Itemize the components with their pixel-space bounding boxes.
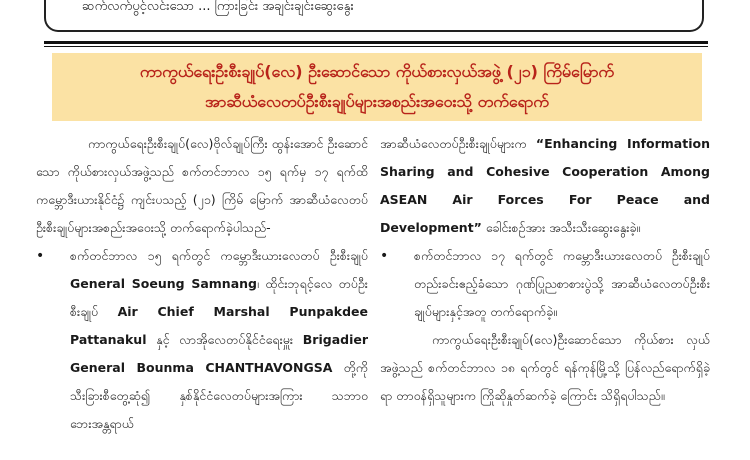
left-column bbox=[36, 130, 368, 438]
bullet-text-mid-1: ၊ ထိုင်းဘုရင့်လေ တပ်ဦးစီးချုပ် bbox=[70, 276, 368, 319]
right-paragraph-2: ကာကွယ်ရေးဦးစီးချုပ်(လေ)ဦးဆောင်သော ကိုယ်စား လှယ်အဖွဲ့သည် စက်တင်ဘာလ ၁၈ ရက်တွင် ရန်ကုန်မြို့သို့ ပြန်လည်ရောက်ရှိခဲ့ရာ တာဝန်ရှိသူများက ကြိုဆိုနှုတ်ဆက်ခဲ့ ကြောင်း သိရှိရပါသည်။ bbox=[380, 332, 710, 403]
divider-thin bbox=[44, 46, 708, 47]
previous-article-box bbox=[44, 0, 704, 32]
intro-paragraph: ကာကွယ်ရေးဦးစီးချုပ်(လေ)ဗိုလ်ချုပ်ကြီး ထွန်းအောင် ဦးဆောင်သော ကိုယ်စားလှယ်အဖွဲ့သည် စက်တင်ဘာလ ၁၅ ရက်မှ ၁၇ ရက်ထိ ကမ္ဘောဒီးယားနိုင်ငံ၌ ကျင်းပသည့် (၂၁) ကြိမ် မြောက် အာဆီယံလေတပ်ဦးစီးချုပ်များအစည်းအဝေးသို့ တက်ရောက်ခဲ့ပါသည်- bbox=[36, 136, 368, 235]
right-p1-topic: “Enhancing Information Sharing and Cohesive Cooperation Among ASEAN Air Forces For Peace and Development” bbox=[380, 136, 710, 235]
bullet-text-mid-2: နှင့် လာအိုလေတပ်နိုင်ငံရေးမှူး bbox=[156, 332, 294, 347]
bullet-text-pre: စက်တင်ဘာလ ၁၅ ရက်တွင် ကမ္ဘောဒီးယားလေတပ် ဦးစီးချုပ် bbox=[70, 248, 368, 263]
bullet-name-2: Air Chief Marshal Punpakdee Pattanakul bbox=[70, 304, 368, 347]
article-headline bbox=[52, 53, 702, 121]
headline-line-1: ကာကွယ်ရေးဦးစီးချုပ်(လေ) ဦးဆောင်သော ကိုယ်စားလှယ်အဖွဲ့ (၂၁) ကြိမ်မြောက် bbox=[139, 62, 615, 81]
right-paragraph-1 bbox=[380, 130, 710, 242]
bullet-icon: • bbox=[380, 248, 389, 264]
right-p1-pre: အာဆီယံလေတပ်ဦးစီးချုပ်များက bbox=[380, 136, 527, 151]
headline-line-2: အာဆီယံလေတပ်ဦးစီးချုပ်များအစည်းအဝေးသို့ တက်ရောက် bbox=[205, 92, 549, 111]
bullet-text-end: တို့ကို သီးခြားစီတွေ့ဆုံ၍ နှစ်နိုင်ငံလေတပ်များအကြား သဘာဝဘေးအန္တရာယ် bbox=[70, 360, 368, 431]
right-p1-end: ခေါင်းစဉ်အား အသီးသီးဆွေးနွေးခဲ့။ bbox=[485, 220, 641, 235]
bullet-name-1: General Soeung Samnang bbox=[70, 276, 257, 291]
divider-thick bbox=[44, 41, 708, 44]
previous-article-text: ဆက်လက်ပွင့်လင်းသော ... ကြားခြင်း အချင်းချင်းဆွေးနွေး bbox=[82, 0, 354, 14]
bullet-icon: • bbox=[36, 248, 45, 264]
bullet-name-3: Brigadier General Bounma CHANTHAVONGSA bbox=[70, 332, 368, 375]
bullet-dinner-text: စက်တင်ဘာလ ၁၇ ရက်တွင် ကမ္ဘောဒီးယားလေတပ် ဦးစီးချုပ် တည်းခင်းဧည့်ခံသော ဂုဏ်ပြုညစာစားပွဲသို့ အာဆီယံလေတပ်ဦးစီးချုပ်များနှင့်အတူ တက်ရောက်ခဲ့။ bbox=[414, 248, 710, 319]
right-column bbox=[380, 130, 710, 410]
bullet-item-meetings bbox=[36, 242, 368, 438]
bullet-item-dinner bbox=[380, 242, 710, 326]
